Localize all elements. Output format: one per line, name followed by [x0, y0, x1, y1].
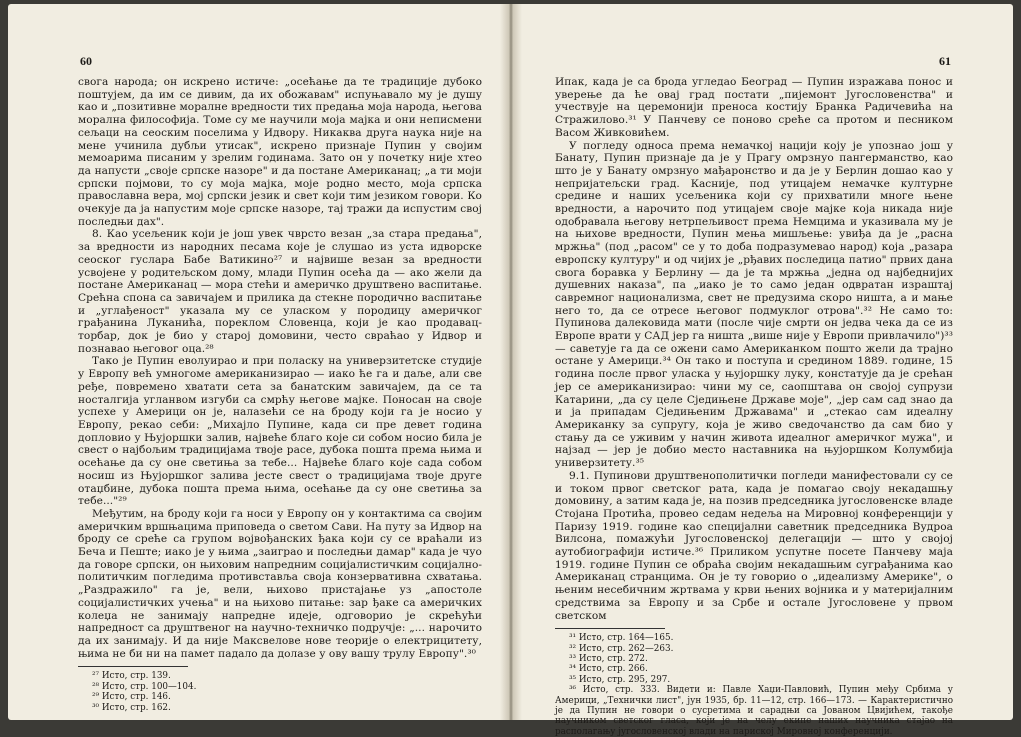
paragraph: У погледу односа према немачкој нацији коју је упознао још у Банату, Пупин признаје да је у Прагу омрзнуо пангерманство, као што је у Банату омрзнуо мађаронство и да је у Берлин дошао као у непријатељски град. Касније, под утицајем немачке културне средине и наших усељеника који су прихватили многе њене вредности, а нарочито под утицајем своје мајке која никада није одобравала његову нетрпељивост према Немцима и указивала му је на њихове вредности, Пупин мења мишљење: увиђа да је „расна мржња" (под „расом" се у то доба подразумевао народ) која „разара европску културу" и од чијих је „рђавих последица патио" првих дана свога боравка у Берлину — да је та мржња „једна од најбеднијих душевних наказа", па „иако је то само један одвратан израштај савремног национализма, свет не предузима скоро ништа, а и мање него то, да се отресе његовог подмуклог отрова".³² Не само то: Пупинова далековида мати (после чије смрти он једва чека да се из Европе врати у САД јер га ништа „више није у Европи привлачило")³³ — саветује га да се ожени само Американком пошто жели да трајно остане у Америци.³⁴ Он тако и поступа и средином 1889. године, 15 година после првог уласка у њујоршку луку, констатује да је срећан јер се американизирао: чини му се, саопштава он својој супрузи Катарини, „да су целе Сједињене Државе моје", „јер сам сад знао да и ја припадам Сједињеним Државама" и „стекао сам идеалну Американку за супругу, која је живо сведочанство да сам био у стању да се уживим у начин живота идеалног америчког мужа", и најзад — јер је добио место наставника на њујоршком Колумбија универзитету.³⁵ [555, 139, 953, 470]
paragraph: свога народа; он искрено истиче: „осећање да те традиције дубоко поштујем, да им се дивим, да их обожавам" испуњавало му је душу као и „позитивне моралне вредности тих предања моја народа, његова морална философија. Томе су ме научили моја мајка и они неписмени сељаци на сеоским поселима у Идвору. Никаква друга наука није на мене учинила дубљи утисак", искрено признаје Пупин у својим мемоарима писаним у зрелим годинама. Зато он у почетку није хтео да напусти „своје српске назоре" и да постане Американац; „а ти моји српски појмови, то су моја мајка, моје родно место, моја српска православна вера, мој српски језик и свет који тим језиком говори. Ко очекује да ја напустим моје српске назоре, тај тражи да испустим свој последњи дах". [78, 76, 482, 228]
body-text [78, 76, 482, 660]
footnote-divider [555, 628, 665, 629]
footnote: ²⁸ Исто, стр. 100—104. [92, 681, 197, 692]
footnotes [555, 633, 953, 737]
footnote: ³³ Исто, стр. 272. [569, 654, 648, 665]
body-text [555, 76, 953, 622]
footnote-divider [78, 666, 188, 667]
right-page [511, 4, 1013, 737]
paragraph: Тако је Пупин еволуирао и при поласку на универзитетске студије у Европу већ умногоме американизирао — иако ће га и даље, али све ређе, повремено хватати сета за банатским завичајем, да се та носталгија угланвом изгуби са смрћу његове мајке. Поносан на своје успехе у Америци он је, налазећи се на броду који га је носио у Европу, рекао себи: „Михајло Пупине, када си пре девет година допловио у Њујоршки залив, највеће благо које си собом носио била је свест о најбољим традицијама твоје расе, дубока пошта према њима и осећање да су оне светиња за тебе... Највеће благо које сада собом носиш из Њујоршког залива јесте свест о традицијама твоје друге отаџбине, дубока пошта према њима, осећање да су оне светиња за тебе..."²⁹ [78, 355, 482, 508]
footnotes [78, 671, 482, 713]
paragraph: 9.1. Пупинови друштвенополитички погледи манифестовали су се и током првог светског рата, када је помагао своју некадашњу домовину, а затим када је, на позив председника југословенске владе Стојана Протића, провео седам недеља на Мировној конференцији у Паризу 1919. године као специјални саветник председника Вудроа Вилсона, помажући Југословенској делегацији — што у својој аутобиографији истиче.³⁶ Приликом успутне посете Панчеву маја 1919. године Пупин се обраћа својим некадашњим суграђанима као Американац странцима. Он је ту говорио о „идеализму Америке", о њеним несебичним жртвама у крви њених војника и у материјалним средствима за Европу и за Србе и остале Југословене у првом светском [555, 469, 953, 622]
page-number: 60 [80, 54, 92, 68]
left-page [8, 4, 510, 720]
paragraph: Ипак, када је са брода угледао Београд — Пупин изражава понос и уверење да ће овај град постати „пијемонт Југословенства" и учествује на церемонији преноса костију Бранка Радичевића на Стражилово.³¹ У Панчеву се поново среће са протом и песником Васом Живковићем. [555, 76, 953, 139]
book-gutter [500, 4, 522, 720]
footnote: ²⁷ Исто, стр. 139. [92, 671, 171, 682]
page-number: 61 [939, 54, 951, 68]
footnote: ³¹ Исто, стр. 164—165. [569, 633, 674, 644]
paragraph: 8. Као усељеник који је још увек чврсто везан „за стара предања", за вредности из народних песама које је слушао из уста идворске сеоског гуслара Бабе Ватикино²⁷ и највише везан за вредности усвојене у родитељском дому, млади Пупин осећа да — ако жели да постане Американац — мора стећи и америчко друштвено васпитање. Срећна спона са завичајем и прилика да стекне породично васпитање и „углађеност" указала му се уласком у породицу америчког грађанина Луканића, пореклом Словенца, који је као продавац-торбар, док је био у старој домовини, често свраћао у Идвор и познавао његовог оца.²⁸ [78, 228, 482, 355]
footnote: ³⁰ Исто, стр. 162. [92, 702, 171, 713]
footnote: ³⁵ Исто, стр. 295, 297. [569, 674, 671, 685]
paragraph: Међутим, на броду који га носи у Европу он у контактима са својим америчким вршњацима приповеда о светом Сави. На путу за Идвор на броду се среће са групом војвођанских ђака који су се враћали из Беча и Пеште; иако је у њима „заиграо и последњи дамар" када је чуо да говоре српски, он њиховим напредним социјалистичким социјално-политичким погледима противставља своја конзервативна схватања. „Раздражило" га је, вели, њихово пристајање уз „апостоле социјалистичких учења" и на њихово питање: зар ђаке са америчких колеџа не занимају напредне идеје, одговорио је скрећући напредност са друштвеног на научно-техничко подручје: „... нарочито да их занимају. И да није Максвелове нове теорије о електрицитету, њима не би ни на памет падало да долазе у ову вашу трулу Европу".³⁰ [78, 507, 482, 660]
footnote: ³⁶ Исто, стр. 333. Видети и: Павле Хаџи-Павловић, Пупин међу Србима у Америци, „Технички лист", јун 1935, бр. 11—12, стр. 166—173. — Карактеристично је да Пупин не говори о сусретима и сарадњи са Јованом Цвијићем, такође научником светског гласа, који је на челу екипе наших научника стајао на располагању југословенској влади на париској Мировној конференцији. [555, 685, 953, 737]
footnote: ³² Исто, стр. 262—263. [569, 643, 674, 654]
footnote: ³⁴ Исто, стр. 266. [569, 664, 648, 675]
footnote: ²⁹ Исто, стр. 146. [92, 692, 171, 703]
